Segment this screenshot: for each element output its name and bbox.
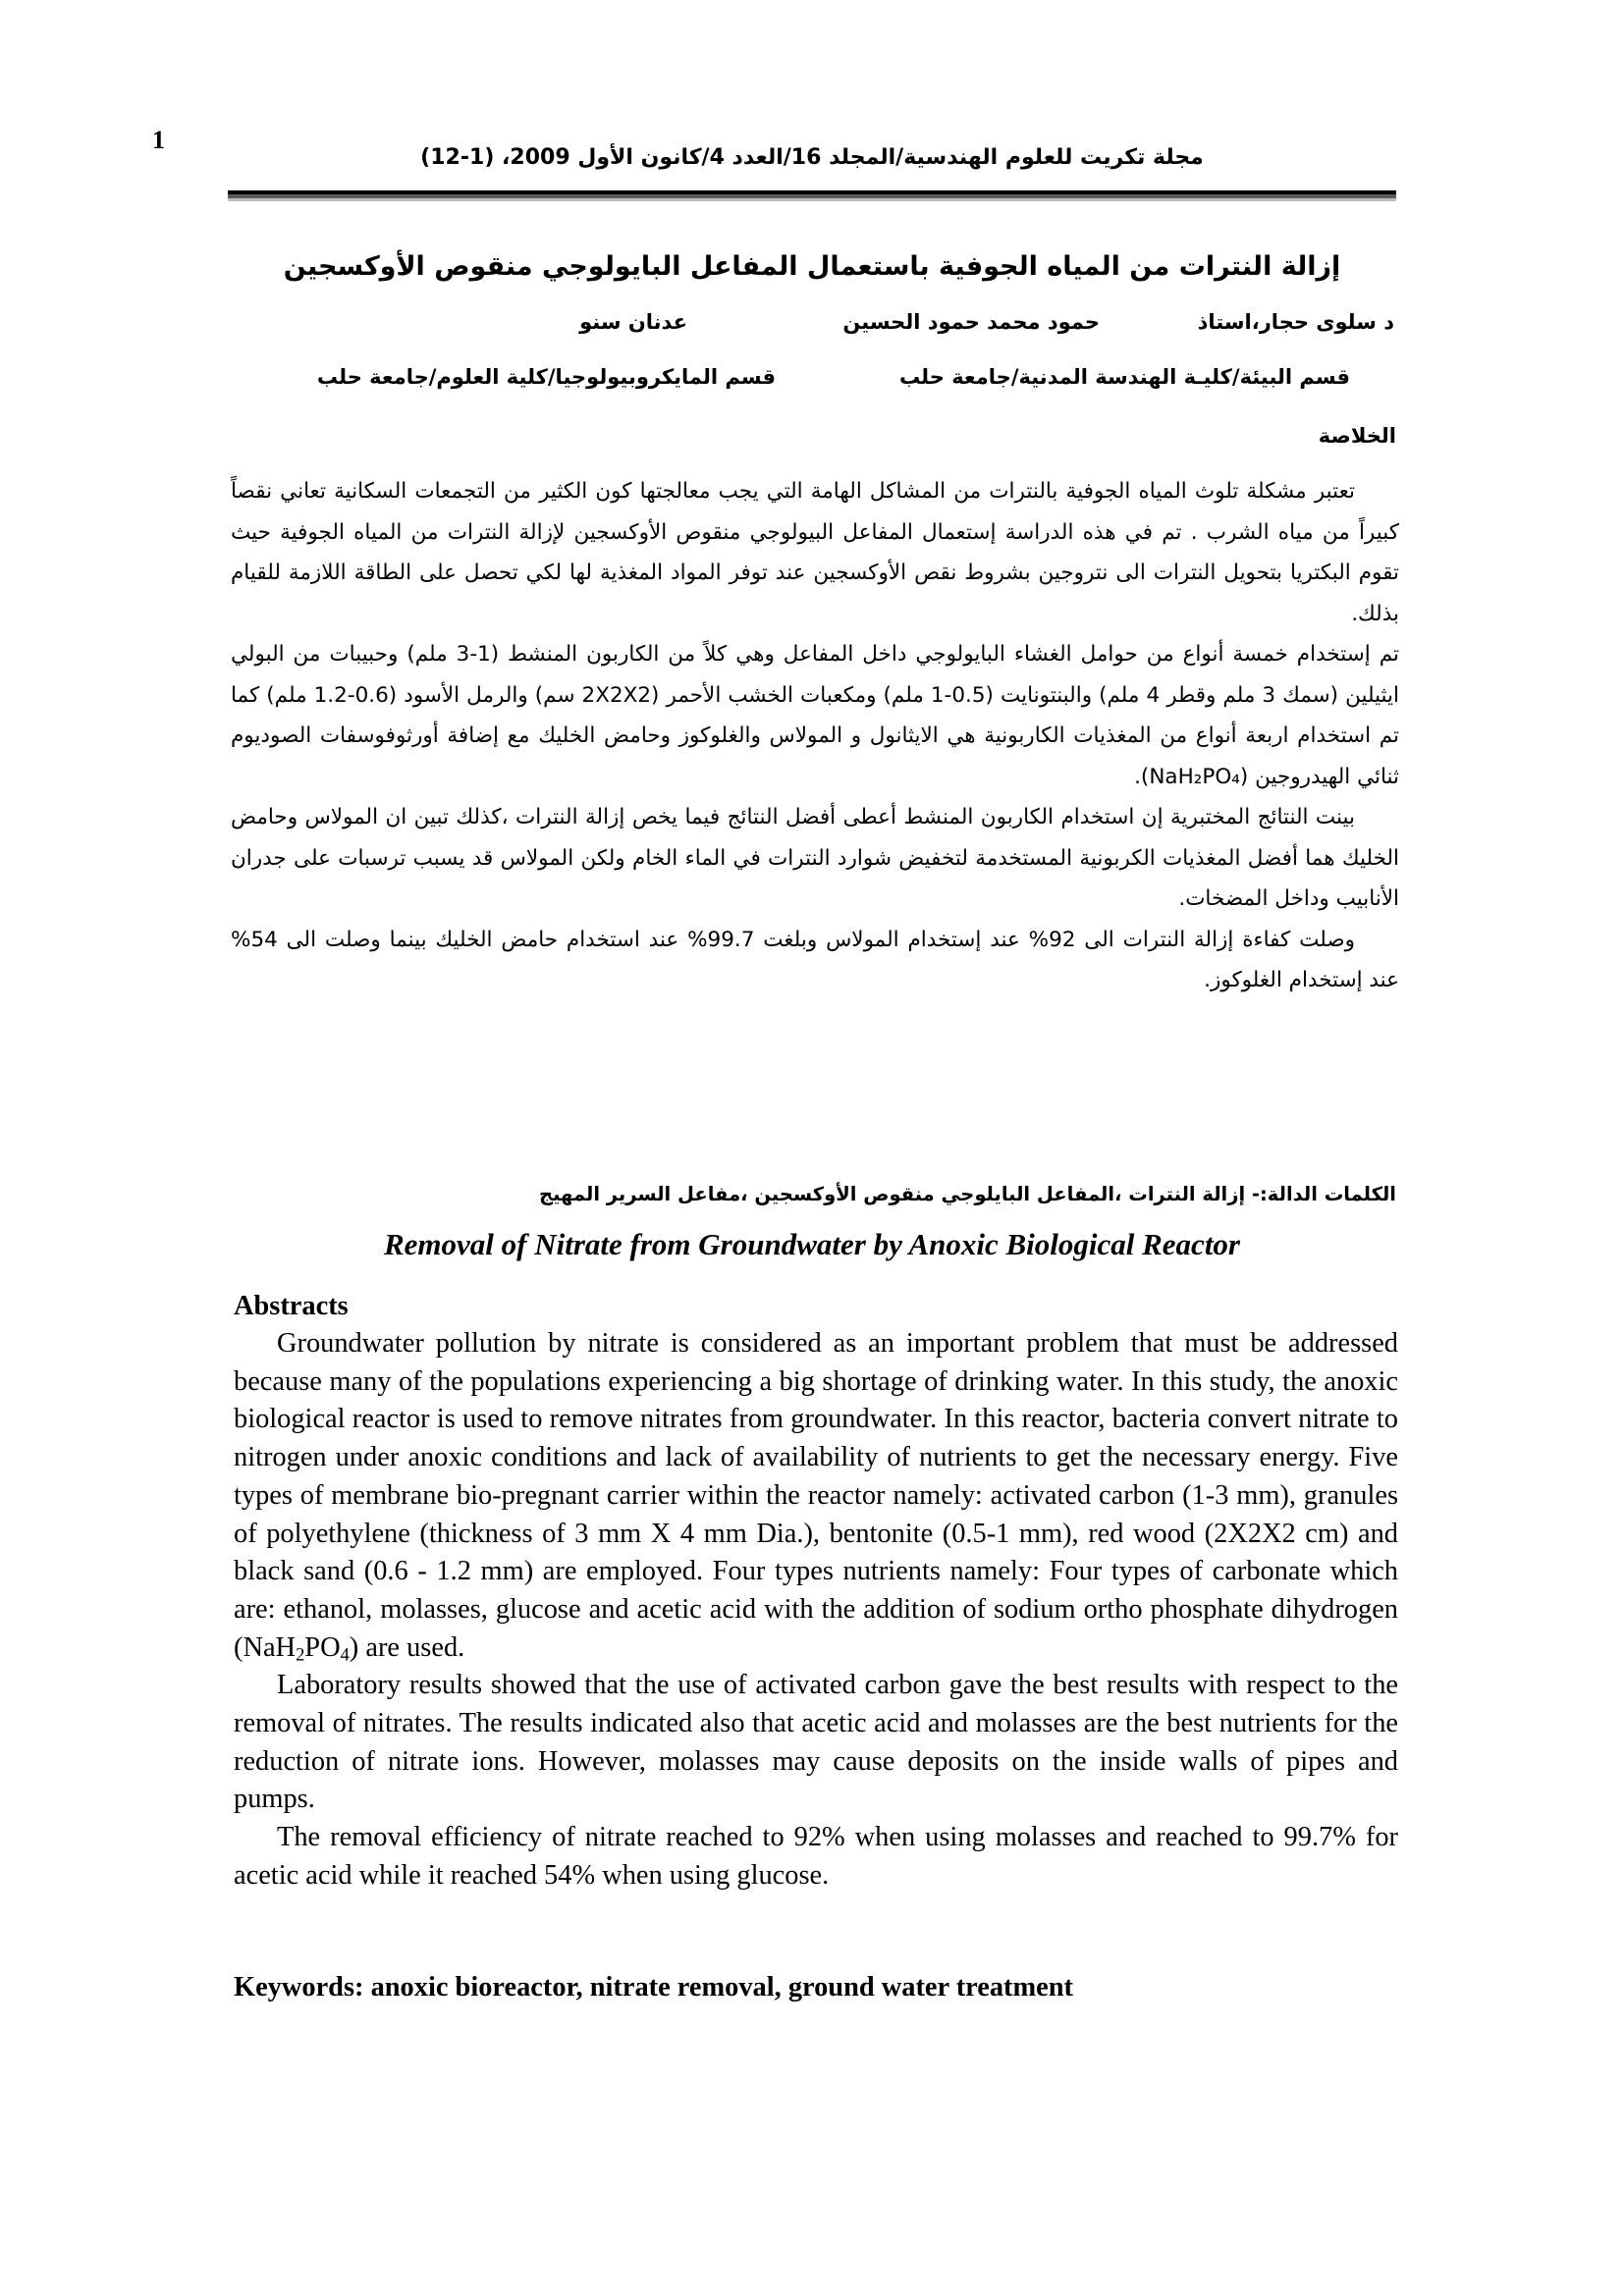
header-rule — [228, 190, 1396, 201]
formula-text: PO — [304, 1631, 341, 1663]
arabic-abstract-paragraph: بينت النتائج المختبرية إن استخدام الكاربون المنشط أعطى أفضل النتائج فيما يخص إزالة النترات ،كذلك تبين ان المولاس وحامض الخليك هما أفضل المغذيات الكربونية المستخدمة لتخفيض شوارد النترات في الماء الخام ولكن المولاس قد يسبب ترسبات على جدران الأنابيب وداخل المضخات. — [231, 805, 1399, 911]
arabic-abstract-paragraph: تعتبر مشكلة تلوث المياه الجوفية بالنترات من المشاكل الهامة التي يجب معالجتها كون الكثير من التجمعات السكانية تعاني نقصاً كبيراً من مياه الشرب . تم في هذه الدراسة إستعمال المفاعل البيولوجي منقوص الأوكسجين لإزالة النترات من المياه الجوفية حيث تقوم البكتريا بتحويل النترات الى نتروجين بشروط نقص الأوكسجين عند توفر المواد المغذية لها لكي تحصل على الطاقة اللازمة للقيام بذلك. — [231, 479, 1399, 626]
arabic-abstract-heading: الخلاصة — [1318, 424, 1396, 448]
page-number: 1 — [152, 126, 165, 154]
affiliation-1: قسم البيئة/كليـة الهندسة المدنية/جامعة حلب — [898, 365, 1350, 389]
author-2: حمود محمد حمود الحسين — [842, 310, 1100, 334]
subscript: 4 — [340, 1644, 350, 1665]
english-title: Removal of Nitrate from Groundwater by Anoxic Biological Reactor — [384, 1227, 1240, 1261]
subscript: 2 — [296, 1644, 305, 1665]
paragraph-text: ) are used. — [349, 1631, 465, 1663]
arabic-affiliations — [255, 365, 1394, 404]
english-abstract-paragraph: The removal efficiency of nitrate reached to 92% when using molasses and reached to 99.7% for acetic acid while it reached 54% when using glucose. — [234, 1822, 1398, 1891]
running-head: مجلة تكريت للعلوم الهندسية/المجلد 16/العدد 4/كانون الأول 2009، (1-12) — [420, 145, 1204, 170]
arabic-authors — [314, 310, 1394, 349]
author-3: عدنان سنو — [579, 310, 687, 334]
english-abstract-paragraph — [234, 1325, 1398, 1667]
english-keywords: Keywords: anoxic bioreactor, nitrate removal, ground water treatment — [234, 1972, 1073, 2002]
header-rule-line — [228, 198, 1396, 201]
english-abstract — [234, 1325, 1398, 1896]
author-1: د سلوى حجار،استاذ — [1197, 310, 1394, 334]
english-abstract-heading: Abstracts — [234, 1291, 349, 1321]
arabic-abstract-paragraph: تم إستخدام خمسة أنواع من حوامل الغشاء البايولوجي داخل المفاعل وهي كلاً من الكاربون المنشط (1-3 ملم) وحبيبات من البولي ايثيلين (سمك 3 ملم وقطر 4 ملم) والبنتونايت (0.5-1 ملم) ومكعبات الخشب الأحمر (2X2X2 سم) والرمل الأسود (0.6-1.2 ملم) كما تم استخدام اربعة أنواع من المغذيات الكاربونية هي الايثانول و المولاس والغلوكوز وحامض الخليك مع إضافة أورثوفوسفات الصوديوم ثنائي الهيدروجين (NaH₂PO₄). — [231, 642, 1400, 789]
arabic-keywords: الكلمات الدالة:- إزالة النترات ،المفاعل البايلوجي منقوص الأوكسجين ،مفاعل السرير المهيج — [539, 1183, 1396, 1205]
arabic-title: إزالة النترات من المياه الجوفية باستعمال المفاعل البايولوجي منقوص الأوكسجين — [283, 251, 1341, 282]
arabic-abstract-paragraph: وصلت كفاءة إزالة النترات الى 92% عند إستخدام المولاس وبلغت 99.7% عند استخدام حامض الخليك بينما وصلت الى 54% عند إستخدام الغلوكوز. — [231, 927, 1399, 992]
arabic-abstract — [231, 471, 1399, 1001]
paragraph-text: Groundwater pollution by nitrate is considered as an important problem that must be addressed because many of the populations experiencing a big shortage of drinking water. In this study, the anoxic biological reactor is used to remove nitrates from groundwater. In this reactor, bacteria convert nitrate to nitrogen under anoxic conditions and lack of availability of nutrients to get the necessary energy. Five types of membrane bio-pregnant carrier within the reactor namely: activated carbon (1-3 mm), granules of polyethylene (thickness of 3 mm X 4 mm Dia.), bentonite (0.5-1 mm), red wood (2X2X2 cm) and black sand (0.6 - 1.2 mm) are employed. Four types nutrients namely: Four types of carbonate which are: ethanol, molasses, glucose and acetic acid with the addition of sodium ortho phosphate dihydrogen (NaH — [234, 1328, 1398, 1663]
affiliation-2: قسم المايكروبيولوجيا/كلية العلوم/جامعة حلب — [316, 365, 776, 389]
english-abstract-paragraph: Laboratory results showed that the use of activated carbon gave the best results with respect to the removal of nitrates. The results indicated also that acetic acid and molasses are the best nutrients for the reduction of nitrate ions. However, molasses may cause deposits on the inside walls of pipes and pumps. — [234, 1670, 1398, 1815]
